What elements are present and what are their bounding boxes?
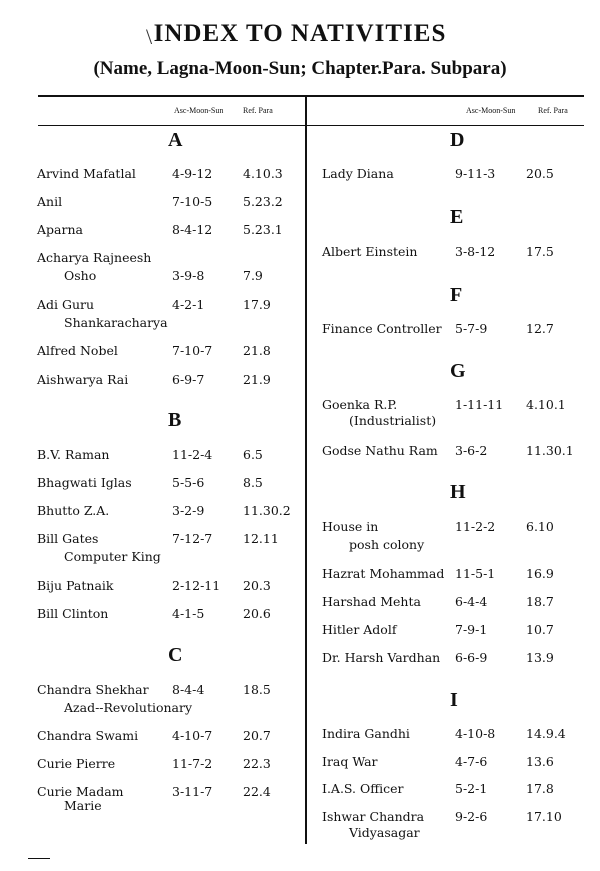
entry-asc-moon-sun: 4-2-1 xyxy=(172,297,205,312)
entry-asc-moon-sun: 6-4-4 xyxy=(455,594,488,609)
entry-ref-para: 17.10 xyxy=(526,809,562,824)
entry-asc-moon-sun: 7-12-7 xyxy=(172,531,213,546)
entry-name: Indira Gandhi xyxy=(322,726,410,741)
entry-name: Albert Einstein xyxy=(322,244,418,259)
top-rule xyxy=(38,95,584,97)
left-col-header-ref: Ref. Para xyxy=(243,106,273,115)
entry-asc-moon-sun: 3-2-9 xyxy=(172,503,205,518)
entry-ref-para: 17.5 xyxy=(526,244,554,259)
entry-name: Curie Pierre xyxy=(37,756,116,771)
entry-name: Bill Gates xyxy=(37,531,99,546)
section-letter-f: F xyxy=(450,284,463,306)
entry-asc-moon-sun: 7-9-1 xyxy=(455,622,488,637)
entry-name-continued: Shankaracharya xyxy=(64,315,168,330)
entry-asc-moon-sun: 11-2-2 xyxy=(455,519,496,534)
entry-ref-para: 21.9 xyxy=(243,372,271,387)
entry-name: B.V. Raman xyxy=(37,447,110,462)
section-letter-a: A xyxy=(168,129,183,151)
margin-tick-mark: \ xyxy=(146,24,153,49)
entry-name-continued: Computer King xyxy=(64,549,161,564)
section-letter-b: B xyxy=(168,409,182,431)
entry-asc-moon-sun: 8-4-4 xyxy=(172,682,205,697)
entry-name: Dr. Harsh Vardhan xyxy=(322,650,441,665)
entry-name: Bill Clinton xyxy=(37,606,109,621)
entry-name: Acharya Rajneesh xyxy=(37,250,152,265)
entry-name: Finance Controller xyxy=(322,321,442,336)
entry-ref-para: 22.4 xyxy=(243,784,271,799)
entry-name: Alfred Nobel xyxy=(37,343,118,358)
entry-ref-para: 21.8 xyxy=(243,343,271,358)
entry-name-continued: Osho xyxy=(64,268,97,283)
entry-asc-moon-sun: 9-11-3 xyxy=(455,166,496,181)
entry-asc-moon-sun: 11-2-4 xyxy=(172,447,213,462)
entry-ref-para: 11.30.1 xyxy=(526,443,574,458)
entry-name: Ishwar Chandra xyxy=(322,809,425,824)
section-letter-g: G xyxy=(450,360,466,382)
entry-asc-moon-sun: 1-11-11 xyxy=(455,397,504,412)
entry-ref-para: 16.9 xyxy=(526,566,554,581)
entry-asc-moon-sun: 7-10-5 xyxy=(172,194,213,209)
entry-asc-moon-sun: 3-8-12 xyxy=(455,244,496,259)
entry-ref-para: 11.30.2 xyxy=(243,503,291,518)
entry-asc-moon-sun: 6-9-7 xyxy=(172,372,205,387)
entry-ref-para: 20.3 xyxy=(243,578,271,593)
entry-asc-moon-sun: 2-12-11 xyxy=(172,578,221,593)
entry-ref-para: 4.10.3 xyxy=(243,166,283,181)
entry-ref-para: 6.5 xyxy=(243,447,263,462)
entry-name-continued: Azad--Revolutionary xyxy=(64,700,193,715)
entry-ref-para: 5.23.2 xyxy=(243,194,283,209)
entry-asc-moon-sun: 4-10-7 xyxy=(172,728,213,743)
section-letter-c: C xyxy=(168,644,183,666)
entry-asc-moon-sun: 8-4-12 xyxy=(172,222,213,237)
entry-asc-moon-sun: 4-7-6 xyxy=(455,754,488,769)
entry-asc-moon-sun: 7-10-7 xyxy=(172,343,213,358)
entry-name: Adi Guru xyxy=(37,297,95,312)
entry-ref-para: 14.9.4 xyxy=(526,726,566,741)
section-letter-h: H xyxy=(450,481,466,503)
entry-ref-para: 22.3 xyxy=(243,756,271,771)
entry-asc-moon-sun: 5-5-6 xyxy=(172,475,205,490)
right-col-header-ref: Ref. Para xyxy=(538,106,568,115)
entry-ref-para: 17.9 xyxy=(243,297,271,312)
entry-name: Bhagwati Iglas xyxy=(37,475,132,490)
entry-ref-para: 8.5 xyxy=(243,475,263,490)
entry-asc-moon-sun: 11-5-1 xyxy=(455,566,496,581)
entry-asc-moon-sun: 3-11-7 xyxy=(172,784,213,799)
right-col-header-asc: Asc-Moon-Sun xyxy=(466,106,516,115)
entry-ref-para: 12.7 xyxy=(526,321,554,336)
entry-name-continued: Vidyasagar xyxy=(349,825,420,840)
header-rule xyxy=(38,125,584,126)
entry-asc-moon-sun: 4-10-8 xyxy=(455,726,496,741)
entry-asc-moon-sun: 6-6-9 xyxy=(455,650,488,665)
entry-name-continued: Marie xyxy=(64,798,102,813)
entry-name: Anil xyxy=(37,194,63,209)
entry-ref-para: 4.10.1 xyxy=(526,397,566,412)
entry-name: Bhutto Z.A. xyxy=(37,503,110,518)
entry-name: Lady Diana xyxy=(322,166,394,181)
entry-ref-para: 5.23.1 xyxy=(243,222,283,237)
footnote-rule xyxy=(28,858,50,859)
entry-ref-para: 10.7 xyxy=(526,622,554,637)
entry-name: Goenka R.P. xyxy=(322,397,398,412)
entry-ref-para: 20.7 xyxy=(243,728,271,743)
entry-asc-moon-sun: 11-7-2 xyxy=(172,756,213,771)
page-subtitle: (Name, Lagna-Moon-Sun; Chapter.Para. Subpara) xyxy=(93,58,507,79)
section-letter-e: E xyxy=(450,206,464,228)
section-letter-i: I xyxy=(450,689,458,711)
entry-ref-para: 20.6 xyxy=(243,606,271,621)
entry-ref-para: 7.9 xyxy=(243,268,263,283)
entry-ref-para: 20.5 xyxy=(526,166,554,181)
entry-name: Godse Nathu Ram xyxy=(322,443,438,458)
entry-asc-moon-sun: 3-9-8 xyxy=(172,268,205,283)
left-col-header-asc: Asc-Moon-Sun xyxy=(174,106,224,115)
entry-name: Aishwarya Rai xyxy=(37,372,129,387)
entry-ref-para: 13.6 xyxy=(526,754,554,769)
entry-asc-moon-sun: 3-6-2 xyxy=(455,443,488,458)
entry-name: Iraq War xyxy=(322,754,378,769)
entry-name: Chandra Swami xyxy=(37,728,139,743)
entry-asc-moon-sun: 9-2-6 xyxy=(455,809,488,824)
page-title: INDEX TO NATIVITIES xyxy=(153,20,447,47)
entry-name: Arvind Mafatlal xyxy=(37,166,136,181)
entry-ref-para: 12.11 xyxy=(243,531,279,546)
entry-asc-moon-sun: 5-2-1 xyxy=(455,781,488,796)
entry-ref-para: 18.5 xyxy=(243,682,271,697)
entry-name: Chandra Shekhar xyxy=(37,682,149,697)
entry-name: Harshad Mehta xyxy=(322,594,421,609)
entry-name: Aparna xyxy=(37,222,83,237)
entry-name-continued: (Industrialist) xyxy=(349,413,437,428)
section-letter-d: D xyxy=(450,129,465,151)
entry-name-continued: posh colony xyxy=(349,537,425,552)
entry-ref-para: 13.9 xyxy=(526,650,554,665)
entry-asc-moon-sun: 4-1-5 xyxy=(172,606,205,621)
column-divider xyxy=(305,96,307,844)
entry-ref-para: 18.7 xyxy=(526,594,554,609)
entry-name: I.A.S. Officer xyxy=(322,781,404,796)
entry-name: Biju Patnaik xyxy=(37,578,114,593)
entry-ref-para: 17.8 xyxy=(526,781,554,796)
entry-name: House in xyxy=(322,519,379,534)
entry-name: Hitler Adolf xyxy=(322,622,397,637)
entry-name: Curie Madam xyxy=(37,784,124,799)
entry-asc-moon-sun: 5-7-9 xyxy=(455,321,488,336)
entry-ref-para: 6.10 xyxy=(526,519,554,534)
entry-name: Hazrat Mohammad xyxy=(322,566,445,581)
entry-asc-moon-sun: 4-9-12 xyxy=(172,166,213,181)
